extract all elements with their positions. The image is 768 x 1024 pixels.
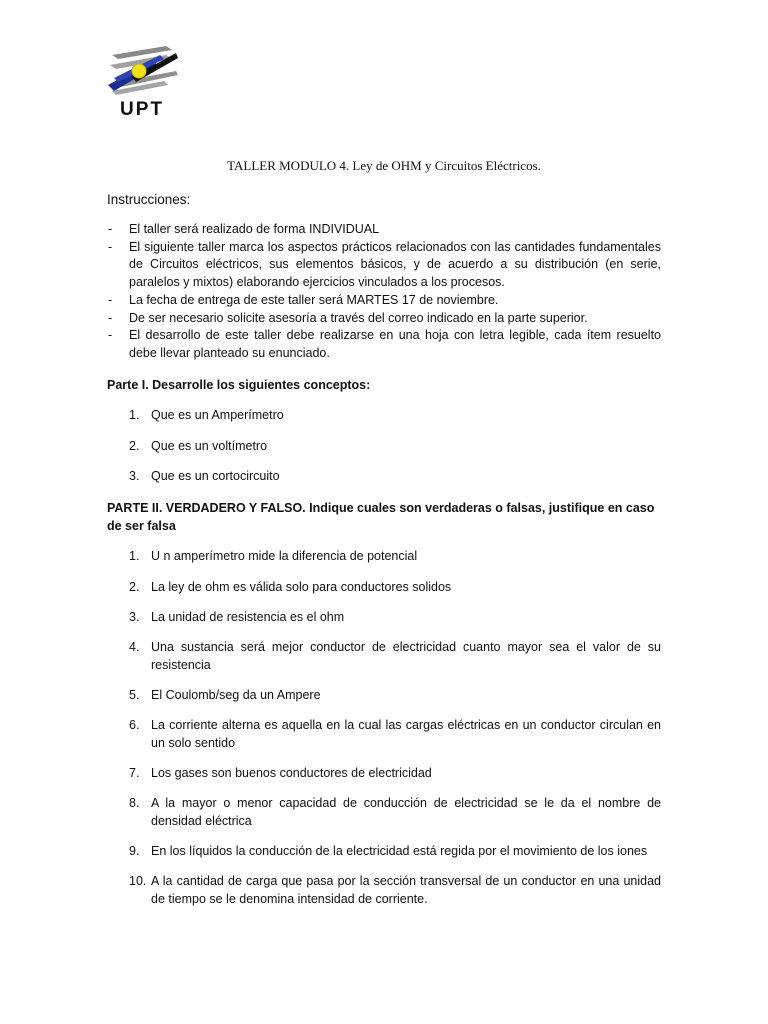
- part2-item: 6. La corriente alterna es aquella en la cual las cargas eléctricas en un conductor circulan en un solo sentido: [129, 718, 661, 750]
- instructions-list: [107, 221, 661, 363]
- instruction-item: - El siguiente taller marca los aspectos prácticos relacionados con las cantidades fundamentales de Circuitos eléctricos, sus elementos básicos, y de acuerdo a su distribución (en serie, paralelos y mixtos) elaborando ejercicios vinculados a los procesos.: [108, 239, 661, 290]
- instruction-item: - El taller será realizado de forma INDIVIDUAL: [108, 222, 380, 236]
- part2-item: 10. A la cantidad de carga que pasa por la sección transversal de un conductor en una unidad de tiempo se le denomina intensidad de corriente.: [129, 874, 661, 907]
- part2-item: 9. En los líquidos la conducción de la electricidad está regida por el movimiento de los iones: [129, 844, 648, 859]
- part1-item: 2. Que es un voltímetro: [129, 438, 268, 453]
- instruction-item: - La fecha de entrega de este taller será MARTES 17 de noviembre.: [108, 292, 499, 307]
- part2-list: [107, 548, 661, 908]
- part1-heading: Parte I. Desarrolle los siguientes conceptos:: [107, 377, 371, 392]
- instruction-item: - De ser necesario solicite asesoría a través del correo indicado en la parte superior.: [108, 310, 588, 325]
- part2-item: 2. La ley de ohm es válida solo para conductores solidos: [129, 579, 452, 594]
- part1-item: 3. Que es un cortocircuito: [129, 469, 280, 484]
- part2-item: 3. La unidad de resistencia es el ohm: [129, 609, 345, 624]
- part2-item: 1. U n amperímetro mide la diferencia de potencial: [129, 549, 418, 564]
- part1-list: [107, 407, 661, 486]
- part1-item: 1. Que es un Amperímetro: [129, 408, 284, 423]
- instructions-heading: Instrucciones:: [107, 192, 191, 207]
- part2-item: 8. A la mayor o menor capacidad de conducción de electricidad se le da el nombre de densidad eléctrica: [129, 796, 661, 828]
- logo-text: UPT: [120, 99, 164, 119]
- part2-item: 4. Una sustancia será mejor conductor de electricidad cuanto mayor sea el valor de su resistencia: [129, 640, 661, 672]
- part2-heading: PARTE II. VERDADERO Y FALSO. Indique cuales son verdaderas o falsas, justifique en caso de ser falsa: [107, 501, 655, 533]
- part2-item: 7. Los gases son buenos conductores de electricidad: [129, 766, 432, 781]
- page-title: TALLER MODULO 4. Ley de OHM y Circuitos Eléctricos.: [227, 158, 541, 173]
- upt-logo: [106, 43, 178, 119]
- part2-item: 5. El Coulomb/seg da un Ampere: [129, 687, 321, 702]
- document-body: [107, 190, 661, 923]
- instruction-item: - El desarrollo de este taller debe realizarse en una hoja con letra legible, cada ítem resuelto debe llevar planteado su enunciado.: [108, 328, 661, 360]
